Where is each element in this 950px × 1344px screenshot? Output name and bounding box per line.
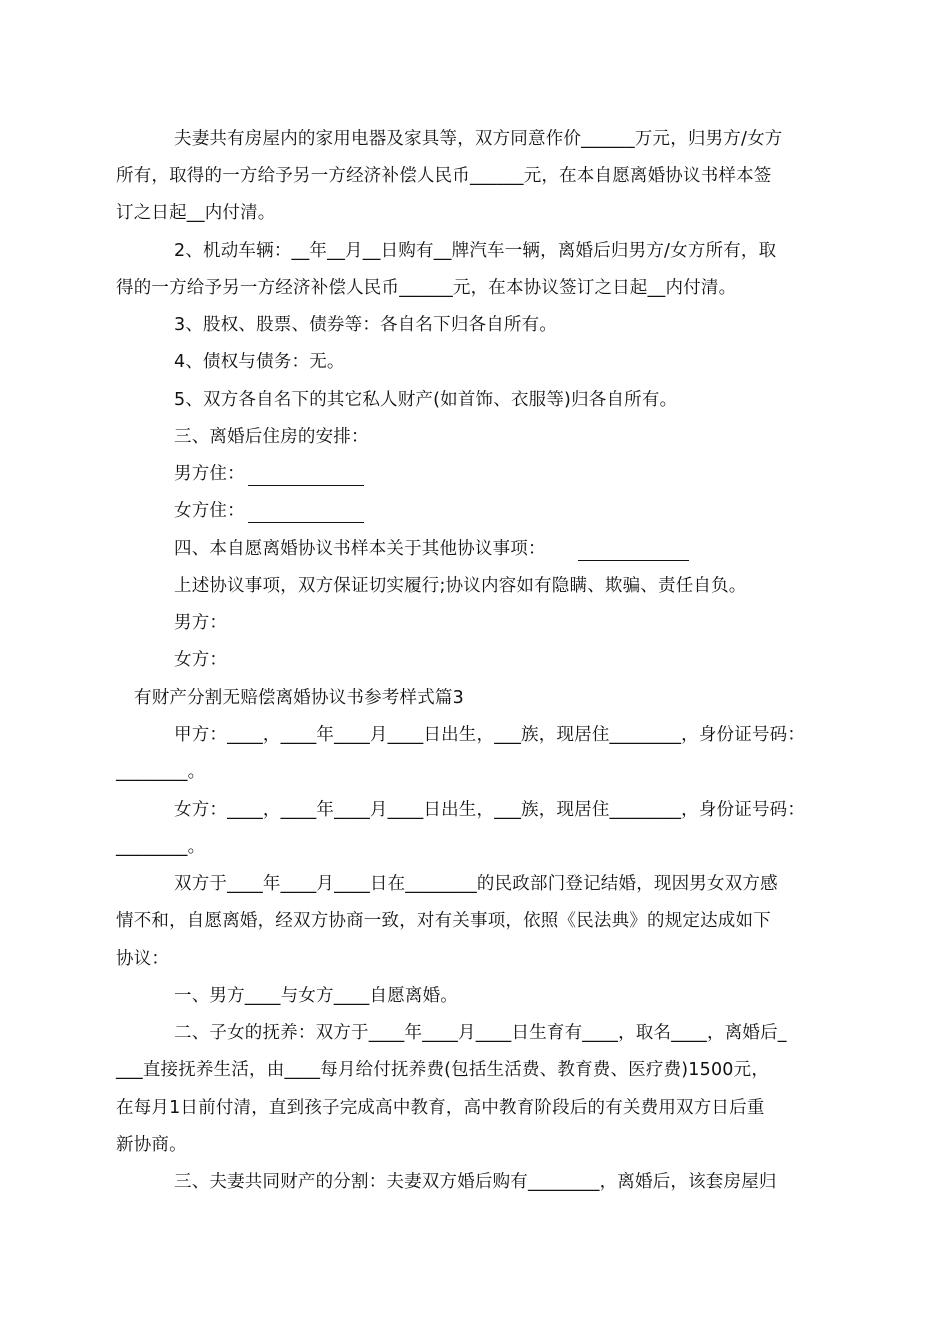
paragraph-line: ________。 (116, 837, 206, 857)
male-residence-label: 男方住： (174, 464, 245, 484)
section-heading: 三、离婚后住房的安排： (174, 427, 369, 447)
female-residence-label: 女方住： (174, 501, 245, 521)
paragraph-line: 甲方：____，____年____月____日出生，___族，现居住________，身份证号码： (174, 725, 806, 745)
paragraph-line: 女方：____，____年____月____日出生，___族，现居住________，身份证号码： (174, 800, 806, 820)
paragraph-line: ___直接抚养生活，由____每月给付抚养费(包括生活费、教育费、医疗费)1500元， (116, 1060, 770, 1080)
paragraph-line: 所有，取得的一方给予另一方经济补偿人民币______元，在本自愿离婚协议书样本签 (116, 166, 772, 186)
paragraph-line: 订之日起__内付清。 (116, 203, 276, 223)
article-title: 有财产分割无赔偿离婚协议书参考样式篇3 (134, 688, 464, 708)
paragraph-line: 协议： (116, 949, 170, 969)
female-signature-label: 女方： (174, 650, 228, 670)
paragraph-line: ________。 (116, 762, 206, 782)
other-matters-label: 四、本自愿离婚协议书样本关于其他协议事项： (174, 539, 546, 559)
female-residence-blank (248, 522, 364, 523)
paragraph-line: 二、子女的抚养：双方于____年____月____日生育有____，取名____，离婚后_ (174, 1023, 787, 1043)
paragraph-line: 得的一方给予另一方经济补偿人民币______元，在本协议签订之日起__内付清。 (116, 278, 737, 298)
paragraph-line: 情不和，自愿离婚，经双方协商一致，对有关事项，依照《民法典》的规定达成如下 (116, 911, 771, 931)
paragraph-line: 三、夫妻共同财产的分割：夫妻双方婚后购有________，离婚后，该套房屋归 (174, 1172, 777, 1192)
paragraph-line: 4、债权与债务：无。 (174, 352, 345, 372)
male-signature-label: 男方： (174, 613, 228, 633)
male-residence-blank (248, 485, 364, 486)
paragraph-line: 一、男方____与女方____自愿离婚。 (174, 986, 458, 1006)
paragraph-line: 上述协议事项，双方保证切实履行;协议内容如有隐瞒、欺骗、责任自负。 (174, 576, 747, 596)
paragraph-line: 在每月1日前付清，直到孩子完成高中教育，高中教育阶段后的有关费用双方日后重 (116, 1098, 765, 1118)
paragraph-line: 3、股权、股票、债券等：各自名下归各自所有。 (174, 315, 558, 335)
paragraph-line: 双方于____年____月____日在________的民政部门登记结婚，现因男女双方感 (174, 874, 778, 894)
paragraph-line: 夫妻共有房屋内的家用电器及家具等，双方同意作价______万元，归男方/女方 (174, 129, 783, 149)
paragraph-line: 2、机动车辆：__年__月__日购有__牌汽车一辆，离婚后归男方/女方所有，取 (174, 241, 777, 261)
other-matters-blank (578, 560, 689, 561)
paragraph-line: 5、双方各自名下的其它私人财产(如首饰、衣服等)归各自所有。 (174, 390, 678, 410)
paragraph-line: 新协商。 (116, 1135, 187, 1155)
